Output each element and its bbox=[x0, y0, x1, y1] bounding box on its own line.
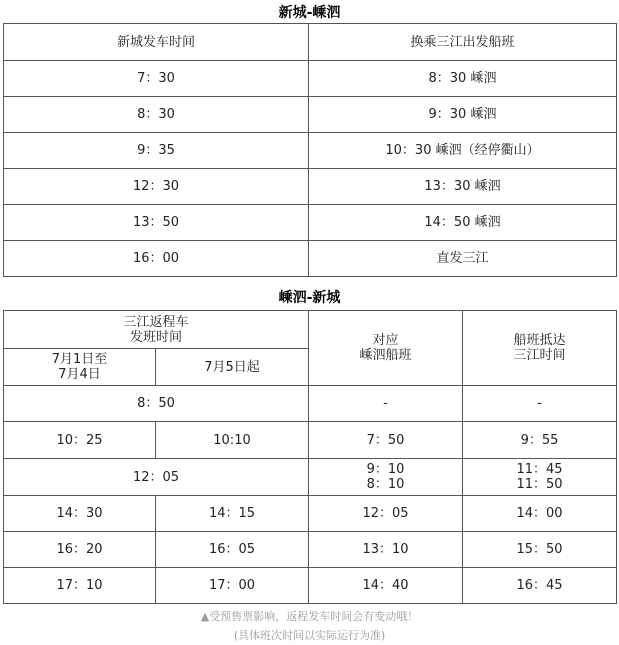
table-row bbox=[4, 459, 617, 496]
header-transfer-ship: 换乘三江出发船班 bbox=[309, 24, 617, 61]
ship-cell: 8：30 嵊泗 bbox=[309, 61, 617, 97]
subheader-from-jul5: 7月5日起 bbox=[156, 349, 309, 386]
ship-cell: 10：30 嵊泗（经停衢山） bbox=[309, 133, 617, 169]
section-title-xincheng-shengsi: 新城-嵊泗 bbox=[278, 5, 341, 21]
ship-cell: 13：30 嵊泗 bbox=[309, 169, 617, 205]
bus-time-cell: 14：15 bbox=[156, 496, 309, 532]
depart-time-cell: 7：30 bbox=[4, 61, 309, 97]
bus-time-cell: 8：50 bbox=[4, 386, 309, 422]
schedule-table-return bbox=[3, 310, 617, 604]
bus-time-cell: 17：00 bbox=[156, 568, 309, 604]
ship-cell: 7：50 bbox=[309, 422, 463, 459]
arrival-cell: 11：45 11：50 bbox=[463, 459, 617, 496]
section-title-shengsi-xincheng: 嵊泗-新城 bbox=[278, 290, 341, 306]
ship-cell: - bbox=[309, 386, 463, 422]
arrival-cell: 16：45 bbox=[463, 568, 617, 604]
bus-time-cell: 17：10 bbox=[4, 568, 156, 604]
ship-cell: 9：10 8：10 bbox=[309, 459, 463, 496]
depart-time-cell: 8：30 bbox=[4, 97, 309, 133]
table-row bbox=[4, 97, 617, 133]
subheader-jul1-jul4: 7月1日至 7月4日 bbox=[4, 349, 156, 386]
bus-time-cell: 12：05 bbox=[4, 459, 309, 496]
depart-time-cell: 16：00 bbox=[4, 241, 309, 277]
ship-cell: 14：50 嵊泗 bbox=[309, 205, 617, 241]
notice-line: ▲受预售票影响，返程发车时间会有变动哦！ bbox=[200, 610, 419, 623]
bus-time-cell: 10：25 bbox=[4, 422, 156, 459]
bus-time-cell: 16：20 bbox=[4, 532, 156, 568]
ship-cell: 9：30 嵊泗 bbox=[309, 97, 617, 133]
arrival-cell: - bbox=[463, 386, 617, 422]
table-row bbox=[4, 496, 617, 532]
ship-cell: 直发三江 bbox=[309, 241, 617, 277]
table-row bbox=[4, 386, 617, 422]
notice-subline: (具体班次时间以实际运行为准) bbox=[233, 629, 386, 642]
header-corresponding-ship: 对应 嵊泗船班 bbox=[309, 311, 463, 386]
table-row bbox=[4, 532, 617, 568]
table-header-row bbox=[4, 24, 617, 61]
bus-time-cell: 16：05 bbox=[156, 532, 309, 568]
table-header-row bbox=[4, 311, 617, 349]
arrival-cell: 15：50 bbox=[463, 532, 617, 568]
table-row bbox=[4, 241, 617, 277]
header-arrival-time: 船班抵达 三江时间 bbox=[463, 311, 617, 386]
arrival-cell: 9：55 bbox=[463, 422, 617, 459]
table-row bbox=[4, 568, 617, 604]
ship-cell: 13：10 bbox=[309, 532, 463, 568]
depart-time-cell: 9：35 bbox=[4, 133, 309, 169]
table-row bbox=[4, 61, 617, 97]
bus-time-cell: 14：30 bbox=[4, 496, 156, 532]
table-row bbox=[4, 169, 617, 205]
depart-time-cell: 12：30 bbox=[4, 169, 309, 205]
table-row bbox=[4, 133, 617, 169]
depart-time-cell: 13：50 bbox=[4, 205, 309, 241]
header-return-bus-time: 三江返程车 发班时间 bbox=[4, 311, 309, 349]
table-row bbox=[4, 205, 617, 241]
schedule-table-outbound bbox=[3, 23, 617, 277]
arrival-cell: 14：00 bbox=[463, 496, 617, 532]
bus-time-cell: 10:10 bbox=[156, 422, 309, 459]
header-depart-time: 新城发车时间 bbox=[4, 24, 309, 61]
ship-cell: 12：05 bbox=[309, 496, 463, 532]
ship-cell: 14：40 bbox=[309, 568, 463, 604]
table-row bbox=[4, 422, 617, 459]
